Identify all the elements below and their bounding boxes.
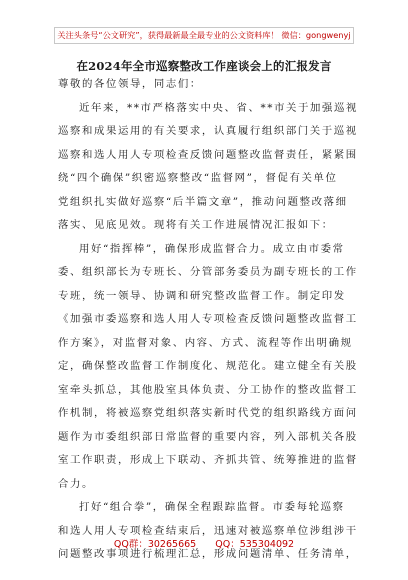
text-line: 落实、见底见效。现将有关工作进展情况汇报如下：	[58, 219, 334, 231]
header-banner: 关注头条号“公文研究”，获得最新最全最专业的公文资料库！ 微信：gongwenyj	[54, 27, 354, 44]
text-line: 合力。	[58, 477, 94, 490]
text-line: 近年来，**市严格落实中央、省、**市关于加强巡视	[79, 101, 358, 114]
text-line: 作机制，将被巡察党组织落实新时代党的组织路线方面问	[58, 407, 358, 419]
text-line: 作方案》，对监督对象、内容、方式、流程等作出明确规	[58, 336, 353, 349]
qq-group: QQ群：30265665	[113, 539, 197, 550]
text-line: 问题整改事项进行梳理汇总，形成问题清单、任务清单，	[58, 548, 358, 560]
text-line: 室工作职责，形成上下联动、齐抓共管、统筹推进的监督	[58, 454, 358, 466]
document-title: 在2024年全市巡察整改工作座谈会上的汇报发言	[76, 59, 332, 73]
text-line: 绕“四个确保”织密巡察整改“监督网”，督促有关单位	[58, 172, 338, 184]
text-line: 党组织扎实做好巡察“后半篇文章”，推动问题整改落细	[58, 195, 348, 208]
text-line: 《加强市委巡察和选人用人专项检查反馈问题整改监督工	[58, 313, 358, 325]
text-line: 专班，统一领导、协调和研究整改监督工作。制定印发	[58, 289, 346, 302]
text-line: 巡察和成果运用的有关要求，认真履行组织部门关于巡视	[58, 125, 358, 137]
paragraph-lines	[58, 97, 362, 567]
text-line: 用好“指挥棒”，确保形成监督合力。成立由市委常	[79, 242, 345, 255]
salutation: 尊敬的各位领导，同志们：	[58, 78, 202, 90]
text-line: 打好“组合拳”，确保全程跟踪监督。市委每轮巡察	[79, 501, 345, 513]
document-body	[58, 73, 362, 567]
text-line: 巡察和选人用人专项检查反馈问题整改监督责任，紧紧围	[58, 148, 358, 161]
footer	[0, 536, 408, 550]
text-line: 定，确保整改监督工作制度化、规范化。建立健全有关股	[58, 360, 358, 372]
text-line: 室牵头抓总，其他股室具体负责、分工协作的整改监督工	[58, 383, 358, 396]
qq-contact: QQ：535304092	[215, 539, 295, 550]
text-line: 题作为市委组织部日常监督的重要内容，列入部机关各股	[58, 430, 358, 443]
text-line: 委、组织部长为专班长、分管部务委员为副专班长的工作	[58, 266, 358, 278]
text-line: 和选人用人专项检查结束后，迅速对被巡察单位涉组涉干	[58, 524, 358, 537]
